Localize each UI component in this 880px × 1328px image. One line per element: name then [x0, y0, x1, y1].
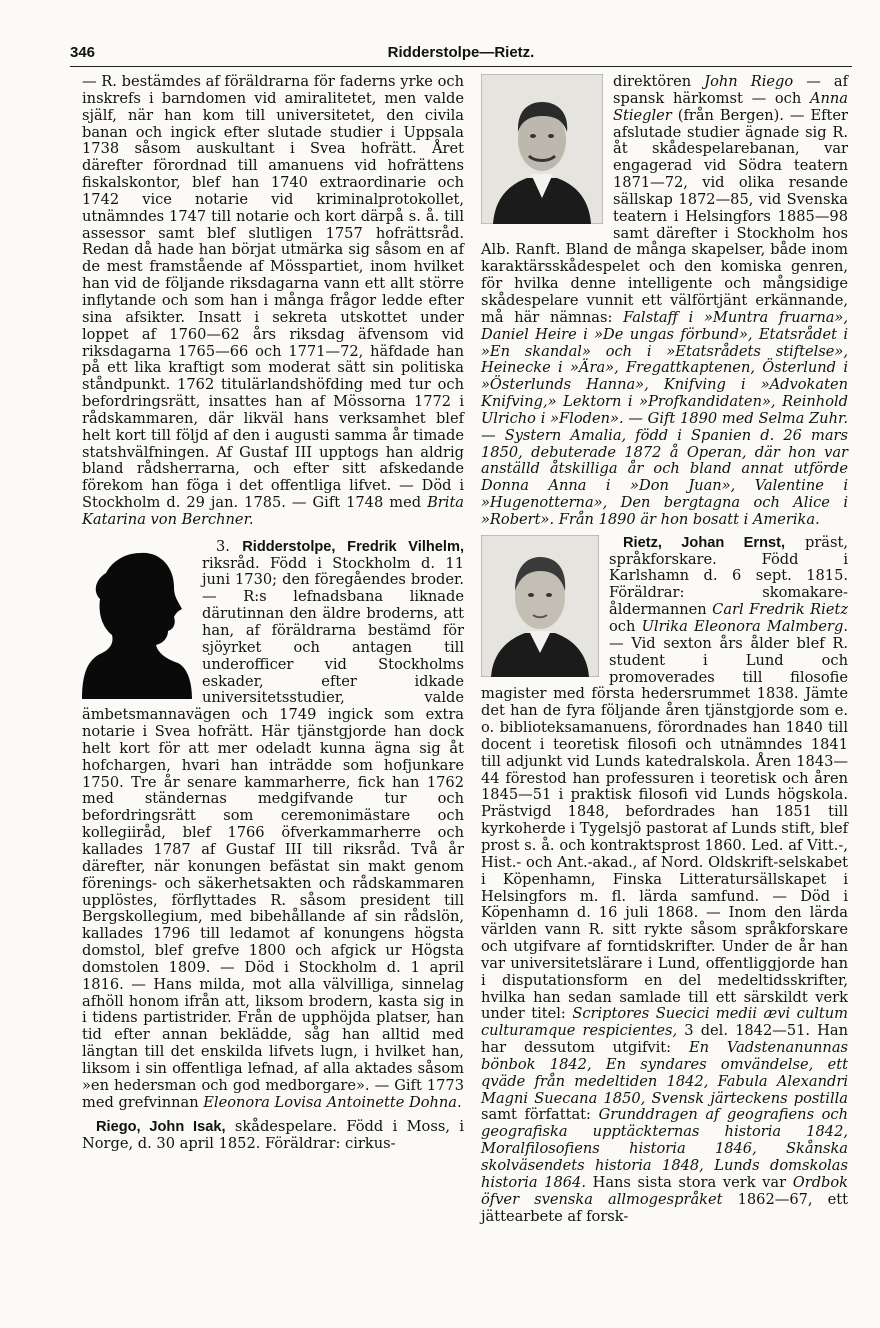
- entry-riego: Riego, John Isak, skådespelare. Född i Moss, i Norge, d. 30 april 1852. Föräldrar: cirkus-: [82, 1118, 465, 1153]
- spouse-name: Eleonora Lovisa Antoinette Dohna.: [203, 1093, 462, 1111]
- left-column: [82, 74, 464, 1153]
- silhouette-portrait-icon: [82, 539, 192, 699]
- entry-ridderstolpe-fredrik: 3. Ridderstolpe, Fredrik Vilhelm, riksråd. Född i Stockholm d. 11 juni 1730; den föregåendes broder. — R:s lefnadsbana liknade därutinnan den äldre broderns, att han, af föräldrarna bestämd för sjöyrket och antagen till underofficer vid Stockholms eskader, efter idkade universitetsstudier, valde ämbetsmannavägen och 1749 ingick som extra notarie i Svea hofrätt. Här tjänstgjorde han dock helt kort för att mer odeladt kunna ägna sig åt hofchargen, hvari han inträdde som hofjunkare 1750. Tre år senare kammarherre, fick han 1762 med ständernas medgifvande tur och befordringsrätt som ceremonimästare och kollegiiråd, blef 1766 öfverkammarherre och kallades 1787 af Gustaf III till riksråd. Två år därefter, när konungen befästat sin makt genom förenings- och säkerhetsakten och rådskammaren upplöstes, förflyttades R. såsom president till Bergskollegium, med bibehållande af sin rådslön, kallades 1796 till ledamot af konungens högsta domstol, blef grefve 1800 och afgick ur Högsta domstolen 1809. — Död i Stockholm d. 1 april 1816. — Hans milda, mot alla välvilliga, sinnelag afhöll honom ifrån att, liksom brodern, kasta sig in i tidens partistrider. Från de upphöjda platser, han tid efter annan beklädde, såg han alltid med längtan till det enskilda lifvets lugn, i hvilket han, liksom i sin offentliga lefnad, af alla aktades såsom »en hedersman och god medborgare». — Gift 1773 med grefvinnan Eleonora Lovisa Antoinette Dohna.: [82, 537, 465, 1111]
- entry-rietz: Rietz, Johan Ernst, präst, språkforskare. Född i Karlshamn d. 6 sept. 1815. Föräldrar: skomakare-åldermannen Carl Fredrik Rietz och Ulrika Eleonora Malmberg. — Vid sexton års ålder blef R. student i Lund och promoverades till filosofie magister med första hedersrummet 1838. Jämte det han de fyra följande åren tjänstgjorde som e. o. biblioteksamanuens, förordnades han 1840 till docent i teoretisk filosofi och utnämndes 1841 till adjunkt vid Lunds katedralskola. Åren 1843—44 förestod han professuren i teoretisk och åren 1845—51 i praktisk filosofi vid Lunds högskola. Prästvigd 1848, befordrades han 1851 till kyrkoherde i Tygelsjö pastorat af Lunds stift, blef prost s. å. och kontraktsprost 1860. Led. af Vitt.-, Hist.- och Ant.-akad., af Nord. Oldskrift-selskabet i Köpenhamn, Finska Litteratursällskapet i Helsingfors m. fl. lärda samfund. — Död i Köpenhamn d. 16 juli 1868. — Inom den lärda världen vann R. sitt rykte såsom språkforskare och utgifvare af forntidskrifter. Under de år han var universitetslärare i Lund, offentliggjorde han i disputationsform en del medeltidsskrifter, hvilka han sedan samlade till ett särskildt verk under titel: Scriptores Suecici medii ævi cultum culturamque respicientes, 3 del. 1842—51. Han har dessutom utgifvit: En Vadstenanunnas bönbok 1842, En syndares omvändelse, ett qväde från medeltiden 1842, Fabula Alexandri Magni Suecana 1850, Svensk järteckens postilla samt författat: Grunddragen af geografiens och geografiska upptäckternas historia 1842, Moralfilosofiens historia 1846, Skånska skolväsendets historia 1848, Lunds domskolas historia 1864. Hans sista stora verk var Ordbok öfver svenska allmogespråket 1862—67, ett jättearbete af forsk-: [481, 533, 849, 1225]
- portrait-riego-icon: [481, 74, 603, 224]
- roles-list: Falstaff i »Muntra fruarna», Daniel Heire i »De ungas förbund», Etatsrådet i »En skandal» och i »Etatsrådets stiftelse», Heinecke i »Ära», Fregattkaptenen, Österlund i »Österlunds Hanna», Knifving i »Advokaten Knifving,» Lektorn i »Profkandidaten», Reinhold Ulricho i »Floden». — Gift 1890 med Selma Zuhr. — Systern Amalia, född i Spanien d. 26 mars 1850, debuterade 1872 å Operan, där hon var anställd åtskilliga år och bland annat utförde Donna Anna i »Don Juan», Valentine i »Hugenotterna», Den bergtagna och Alice i »Robert». Från 1890 är hon bosatt i Amerika.: [481, 308, 848, 528]
- entry-heading: Rietz, Johan Ernst,: [623, 534, 786, 551]
- portrait-rietz-icon: [481, 535, 599, 677]
- entry-heading: Riego, John Isak,: [96, 1119, 226, 1136]
- page-number: 346: [70, 44, 96, 61]
- entry-heading: Ridderstolpe, Fredrik Vilhelm,: [242, 538, 465, 555]
- entry-riego-continued: direktören John Riego — af spansk härkomst — och Anna Stiegler (från Bergen). — Efter afslutade studier ägnade sig R. åt skådespelarebanan, var engagerad vid Södra teatern 1871—72, vid olika resande sällskap 1872—85, vid Svenska teatern i Helsingfors 1885—98 samt därefter i Stockholm hos Alb. Ranft. Bland de många skapelser, både inom karaktärsskådespelet och den komiska genren, för hvilka denne intelligente och mångsidige skådespelare vunnit ett välförtjänt erkännande, må här nämnas: Falstaff i »Muntra fruarna», Daniel Heire i »De ungas förbund», Etatsrådet i »En skandal» och i »Etatsrådets stiftelse», Heinecke i »Ära», Fregattkaptenen, Österlund i »Österlunds Hanna», Knifving i »Advokaten Knifving,» Lektorn i »Profkandidaten», Reinhold Ulricho i »Floden». — Gift 1890 med Selma Zuhr. — Systern Amalia, född i Spanien d. 26 mars 1850, debuterade 1872 å Operan, där hon var anställd åtskilliga år och bland annat utförde Donna Anna i »Don Juan», Valentine i »Hugenotterna», Den bergtagna och Alice i »Robert». Från 1890 är hon bosatt i Amerika.: [481, 73, 849, 528]
- running-title: Ridderstolpe—Rietz.: [387, 44, 535, 61]
- page-header: [70, 44, 852, 67]
- entry-ridderstolpe-continued: — R. bestämdes af föräldrarna för faderns yrke och inskrefs i barndomen vid amiralitetet, men valde själf, när han kom till universitetet, den civila banan och ingick efter slutade studier i Uppsala 1738 såsom auskultant i Svea hofrätt. Året därefter förordnad till amanuens vid hofrättens fiskalskontor, blef han 1740 extraordinarie och 1742 vice notarie vid kriminalprotokollet, utnämndes 1747 till notarie och kort därpå s. å. till assessor samt blef slutligen 1757 hofrättsråd. Redan då hade han börjat utmärka sig såsom en af de mest framstående af Mösspartiet, inom hvilket han vid de följande riksdagarna vann ett allt större inflytande och som han i många frågor ledde efter sina afsikter. Insatt i sekreta utskottet under loppet af 1760—62 års riksdag äfvensom vid riksdagarna 1765—66 och 1771—72, häfdade han på ett lika kraftigt som moderat sätt sin politiska ståndpunkt. 1762 titulärlandshöfding med tur och befordringsrätt, insattes han af Mössorna 1772 i rådskammaren, där likväl hans verksamhet blef helt kort till följd af den i augusti samma år timade statshvälfningen. Af Gustaf III upptogs han aldrig bland rådsherrarna, och efter sitt afskedande förekom han föga i det offentliga lifvet. — Död i Stockholm d. 29 jan. 1785. — Gift 1748 med Brita Katarina von Berchner.: [82, 73, 465, 528]
- right-column: [481, 74, 848, 1225]
- spouse-name: Brita Katarina von Berchner.: [82, 494, 465, 528]
